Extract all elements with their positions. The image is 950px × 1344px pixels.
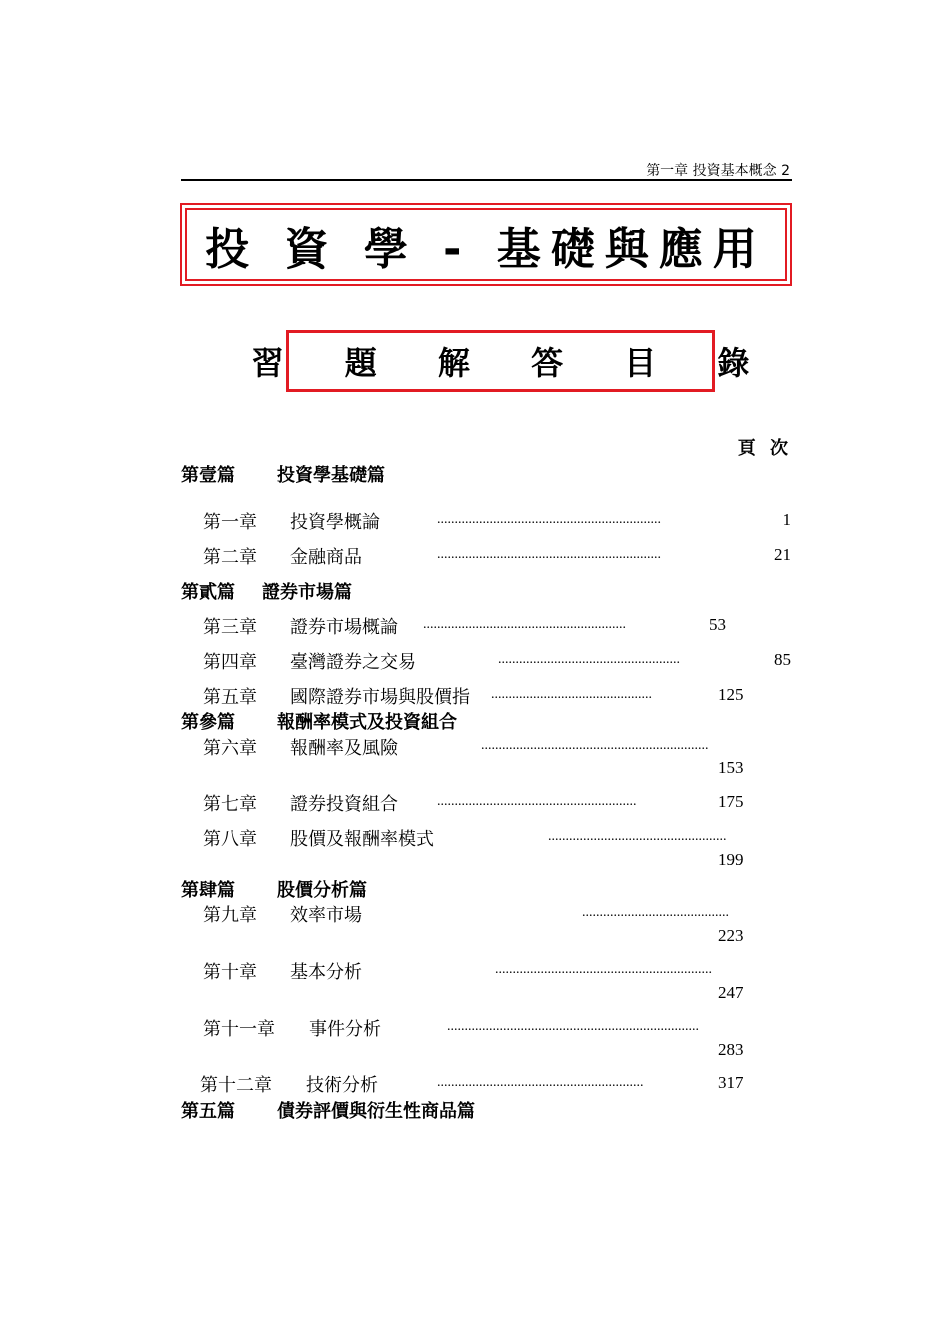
chapter-title: 臺灣證券之交易 bbox=[290, 652, 416, 673]
part-label: 第五篇 bbox=[181, 1101, 235, 1122]
chapter-label: 第七章 bbox=[203, 794, 257, 815]
chapter-label: 第九章 bbox=[203, 905, 257, 926]
leader-dots: ................................................... bbox=[548, 829, 727, 844]
chapter-title: 國際證券市場與股價指 bbox=[290, 687, 470, 708]
leader-dots: ................................................................ bbox=[437, 547, 661, 562]
part-label: 第肆篇 bbox=[181, 880, 235, 901]
chapter-label: 第三章 bbox=[203, 617, 257, 638]
leader-dots: .......................................... bbox=[582, 905, 729, 920]
page-number: 317 bbox=[718, 1073, 744, 1092]
chapter-title: 金融商品 bbox=[290, 547, 362, 568]
leader-dots: ................................................................. bbox=[481, 738, 709, 753]
chapter-label: 第六章 bbox=[203, 738, 257, 759]
page-number: 153 bbox=[718, 758, 744, 777]
page-number: 175 bbox=[718, 792, 744, 811]
leader-dots: ........................................................... bbox=[437, 1075, 644, 1090]
page-number: 247 bbox=[718, 983, 744, 1002]
part-name: 債券評價與衍生性商品篇 bbox=[277, 1101, 475, 1122]
subtitle-frame bbox=[251, 330, 775, 392]
header-rule bbox=[181, 179, 792, 181]
chapter-label: 第十章 bbox=[203, 962, 257, 983]
chapter-label: 第一章 bbox=[203, 512, 257, 533]
chapter-title: 證券投資組合 bbox=[290, 794, 398, 815]
chapter-title: 投資學概論 bbox=[290, 512, 380, 533]
leader-dots: .................................................... bbox=[498, 652, 680, 667]
page-column-label: 頁 次 bbox=[737, 438, 792, 459]
toc-subtitle: 習 題 解 答 目 錄 bbox=[251, 344, 775, 382]
chapter-label: 第十二章 bbox=[200, 1075, 272, 1096]
page-number: 223 bbox=[718, 926, 744, 945]
chapter-title: 效率市場 bbox=[290, 905, 362, 926]
part-name: 股價分析篇 bbox=[277, 880, 367, 901]
page-number: 1 bbox=[782, 510, 791, 529]
part-name: 報酬率模式及投資組合 bbox=[277, 712, 457, 733]
chapter-label: 第四章 bbox=[203, 652, 257, 673]
title-frame bbox=[180, 203, 792, 286]
leader-dots: ........................................................................ bbox=[447, 1019, 699, 1034]
chapter-title: 基本分析 bbox=[290, 962, 362, 983]
chapter-title: 事件分析 bbox=[309, 1019, 381, 1040]
part-name: 投資學基礎篇 bbox=[277, 465, 385, 486]
leader-dots: .......................................................... bbox=[423, 617, 626, 632]
leader-dots: .............................................. bbox=[491, 687, 652, 702]
chapter-title: 技術分析 bbox=[306, 1075, 378, 1096]
page-number: 283 bbox=[718, 1040, 744, 1059]
page-number: 199 bbox=[718, 850, 744, 869]
leader-dots: ................................................................ bbox=[437, 512, 661, 527]
chapter-title: 證券市場概論 bbox=[290, 617, 398, 638]
chapter-label: 第八章 bbox=[203, 829, 257, 850]
page-number: 21 bbox=[774, 545, 791, 564]
chapter-title: 股價及報酬率模式 bbox=[290, 829, 434, 850]
part-label: 第壹篇 bbox=[181, 465, 235, 486]
title-inner-frame bbox=[185, 208, 787, 281]
page-number: 125 bbox=[718, 685, 744, 704]
page-number: 53 bbox=[709, 615, 726, 634]
chapter-label: 第十一章 bbox=[203, 1019, 275, 1040]
chapter-title: 報酬率及風險 bbox=[290, 738, 398, 759]
part-label: 第參篇 bbox=[181, 712, 235, 733]
leader-dots: ......................................................... bbox=[437, 794, 637, 809]
page-number: 85 bbox=[774, 650, 791, 669]
running-header: 第一章 投資基本概念 2 bbox=[646, 163, 790, 179]
chapter-label: 第二章 bbox=[203, 547, 257, 568]
book-title: 投 資 學 - 基礎與應用 bbox=[205, 223, 767, 275]
part-name: 證券市場篇 bbox=[262, 582, 352, 603]
leader-dots: .............................................................. bbox=[495, 962, 712, 977]
chapter-label: 第五章 bbox=[203, 687, 257, 708]
part-label: 第貳篇 bbox=[181, 582, 235, 603]
